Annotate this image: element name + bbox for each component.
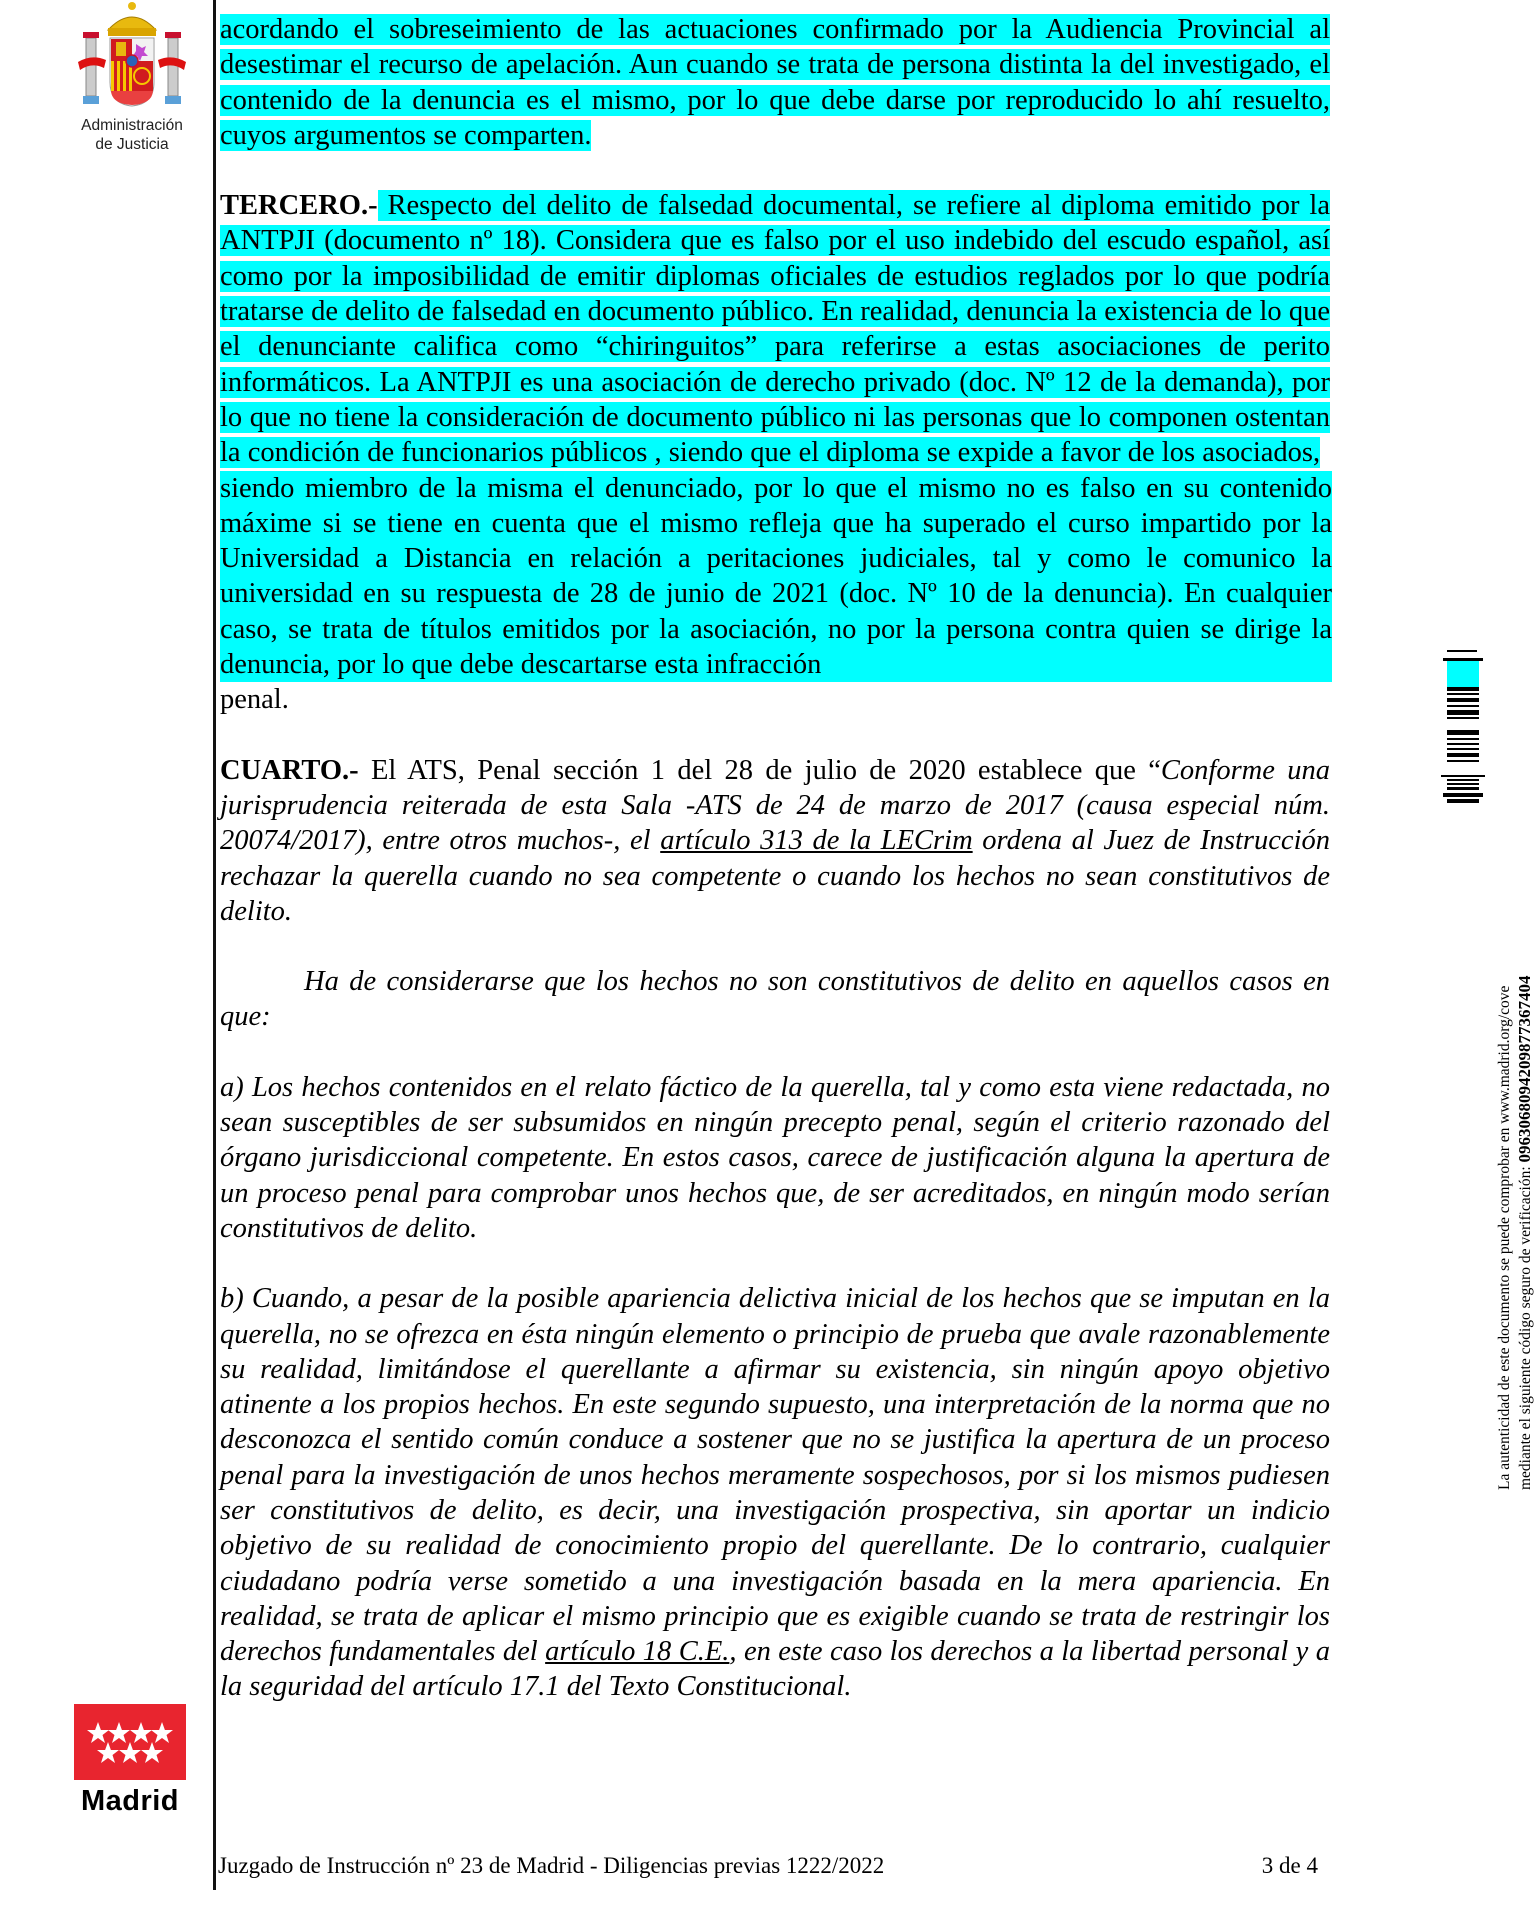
intro-paragraph xyxy=(220,12,1330,153)
item-b-text-1: b) Cuando, a pesar de la posible apariencia delictiva inicial de los hechos que se imputan en la querella, no se ofrezca en ésta ningún elemento o principio de prueba que avale razonablemente su realidad, limitándose el querellante a afirmar su existencia, sin ningún apoyo objetivo atinente a los propios hechos. En este segundo supuesto, una interpretación de la norma que no desconozca el sentido común conduce a sostener que no se justifica la apertura de un proceso penal para la investigación de unos hechos meramente sospechosos, por si los mismos pudiesen ser constitutivos de delito, es decir, una investigación prospectiva, sin aportar un indicio objetivo de su realidad de conocimiento propio del querellante. De lo contrario, cualquier ciudadano podría verse sometido a una investigación basada en la mera apariencia. En realidad, se trata de aplicar el mismo principio que es exigible cuando se trata de restringir los derechos fundamentales del xyxy=(220,1283,1330,1668)
comunidad-madrid-logo xyxy=(74,1704,186,1818)
org-logo-caption xyxy=(64,116,200,154)
considerar-paragraph: Ha de considerarse que los hechos no son constitutivos de delito en aquellos casos en que: xyxy=(220,966,1330,1033)
verification-line1: La autenticidad de este documento se puede comprobar en www.madrid.org/cove xyxy=(1496,985,1513,1490)
cuarto-paragraph xyxy=(220,753,1330,929)
verification-code[interactable]: 0963068094209877367404 xyxy=(1515,975,1534,1163)
tercero-tail: penal. xyxy=(220,684,289,716)
page-indicator: 3 de 4 xyxy=(1261,1853,1318,1878)
barcode-icon xyxy=(1441,650,1485,810)
court-reference: Juzgado de Instrucción nº 23 de Madrid - Diligencias previas 1222/2022 xyxy=(218,1853,885,1878)
stars-icon xyxy=(74,1704,186,1780)
item-b-paragraph xyxy=(220,1281,1330,1705)
verification-text xyxy=(1427,830,1534,1490)
madrid-flag-icon xyxy=(74,1704,186,1780)
tercero-highlight-1: Respecto del delito de falsedad documental, se refiere al diploma emitido por la ANTPJI (documento nº 18). Considera que es falso por el uso indebido del escudo español, así como por la imposibilidad de emitir diplomas oficiales de estudios reglados por lo que podría tratarse de delito de falsedad en documento público. En realidad, denuncia la existencia de lo que el denunciante califica como “chiringuitos” para referirse a estas asociaciones de perito informáticos. La ANTPJI es una asociación de derecho privado (doc. Nº 12 de la demanda), por lo que no tiene la consideración de documento público ni las personas que lo componen ostentan la condición de funcionarios públicos , siendo que el diploma se expide a favor de los asociados, xyxy=(220,190,1330,469)
page-footer xyxy=(218,1853,1318,1879)
tercero-heading: TERCERO.- xyxy=(220,190,378,222)
tercero-paragraph xyxy=(220,188,1330,470)
left-margin-rule xyxy=(213,0,216,1890)
tercero-paragraph-cont xyxy=(220,471,1332,683)
verification-margin xyxy=(1427,640,1534,1490)
org-logo-caption-line2: de Justicia xyxy=(95,136,169,153)
verification-label: mediante el siguiente código seguro de verificación: xyxy=(1517,1162,1534,1490)
lecrim-article-link[interactable]: artículo 313 de la LECrim xyxy=(660,825,973,857)
cuarto-heading: CUARTO.- xyxy=(220,754,359,786)
madrid-logo-caption: Madrid xyxy=(80,1785,180,1817)
item-a-paragraph: a) Los hechos contenidos en el relato fáctico de la querella, tal y como esta viene redactada, no sean susceptibles de ser subsumidos en ningún precepto penal, según el criterio razonado del órgano jurisdiccional competente. En estos casos, carece de justificación alguna la apertura de un proceso penal para comprobar unos hechos que, de ser acreditados, en ningún modo serían constitutivos de delito. xyxy=(220,1071,1330,1244)
highlighted-text: acordando el sobreseimiento de las actuaciones confirmado por la Audiencia Provincial al desestimar el recurso de apelación. Aun cuando se trata de persona distinta la del investigado, el contenido de la denuncia es el mismo, por lo que debe darse por reproducido lo ahí resuelto, cuyos argumentos se comparten. xyxy=(220,14,1330,151)
tercero-highlight-2: siendo miembro de la misma el denunciado, por lo que el mismo no es falso en su contenido máxime si se tiene en cuenta que el mismo refleja que ha superado el curso impartido por la Universidad a Distancia en relación a peritaciones judiciales, tal y como le comunico la universidad en su respuesta de 28 de junio de 2021 (doc. Nº 10 de la denuncia). En cualquier caso, se trata de títulos emitidos por la asociación, no por la persona contra quien se dirige la denuncia, por lo que debe descartarse esta infracción xyxy=(220,472,1332,681)
document-body xyxy=(220,12,1330,1705)
administracion-justicia-logo xyxy=(72,0,192,160)
verification-line2 xyxy=(1515,830,1536,1490)
cuarto-quote-a: Conforme una jurisprudencia reiterada de esta Sala -ATS de 24 de marzo de 2017 (causa especial núm. 20074/2017), entre otros muchos-, el xyxy=(220,754,1331,857)
cuarto-intro: El ATS, Penal sección 1 del 28 de julio de 2020 establece que “ xyxy=(358,754,1161,786)
org-logo-caption-line1: Administración xyxy=(81,117,183,134)
item-b-text-2: , en este caso los derechos a la libertad personal y a la seguridad del artículo 17.1 del Texto Constitucional. xyxy=(220,1636,1330,1703)
ce-article-link[interactable]: artículo 18 C.E. xyxy=(545,1636,730,1668)
cuarto-quote-b: ordena al Juez de Instrucción rechazar la querella cuando no sea competente o cuando los hechos no sean constitutivos de delito. xyxy=(220,825,1330,927)
coat-of-arms-icon xyxy=(78,0,186,112)
